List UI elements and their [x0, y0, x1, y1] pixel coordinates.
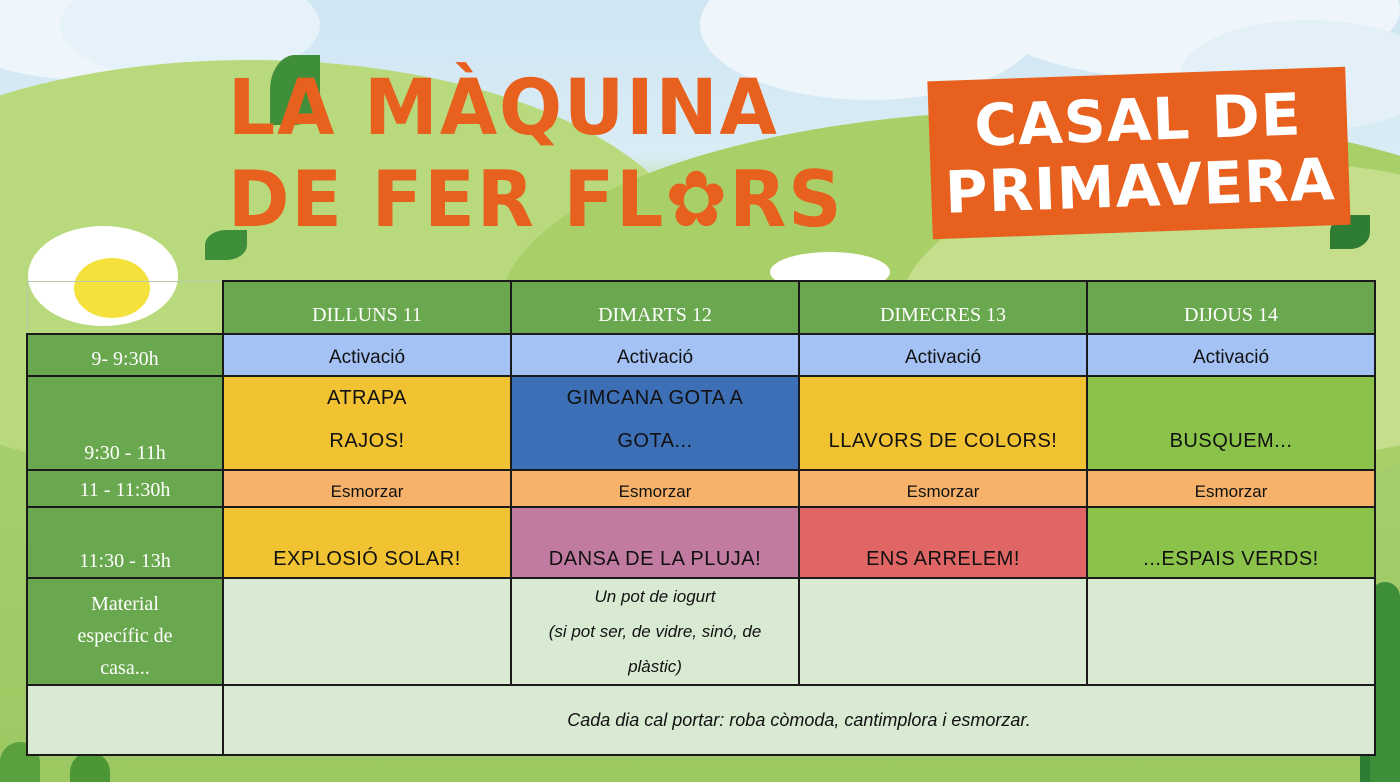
activity-line: ATRAPA	[326, 387, 408, 409]
material-label-line: específic de	[77, 625, 173, 647]
day-header: DIMARTS 12	[511, 281, 799, 334]
day-header: DIMECRES 13	[799, 281, 1087, 334]
material-line: plàstic)	[628, 657, 682, 676]
day-header: DIJOUS 14	[1087, 281, 1375, 334]
table-row	[27, 685, 1375, 755]
badge-line-1: CASAL DE	[973, 80, 1303, 160]
material-cell	[1087, 578, 1375, 685]
activity-cell: ENS ARRELEM!	[799, 507, 1087, 578]
breakfast-cell: Esmorzar	[223, 470, 511, 507]
schedule-table	[26, 280, 1376, 756]
activity-cell	[511, 376, 799, 470]
material-cell	[799, 578, 1087, 685]
table-row	[27, 578, 1375, 685]
time-cell: 9- 9:30h	[27, 334, 223, 376]
breakfast-cell: Esmorzar	[1087, 470, 1375, 507]
table-row	[27, 507, 1375, 578]
page-title	[228, 62, 844, 246]
material-line: (si pot ser, de vidre, sinó, de	[548, 622, 762, 641]
season-badge	[927, 67, 1350, 239]
breakfast-cell: Esmorzar	[799, 470, 1087, 507]
activity-cell: Activació	[1087, 334, 1375, 376]
time-cell: 11:30 - 13h	[27, 507, 223, 578]
empty-cell	[27, 685, 223, 755]
header-row	[27, 281, 1375, 334]
activity-line: RAJOS!	[329, 430, 405, 452]
material-cell	[223, 578, 511, 685]
activity-line: GIMCANA GOTA A	[566, 387, 744, 409]
badge-line-2: PRIMAVERA	[943, 145, 1337, 227]
activity-line: LLAVORS DE COLORS!	[828, 430, 1058, 452]
activity-cell: ...ESPAIS VERDS!	[1087, 507, 1375, 578]
activity-cell	[799, 376, 1087, 470]
table-row	[27, 470, 1375, 507]
material-cell	[511, 578, 799, 685]
activity-cell	[223, 376, 511, 470]
material-label-line: casa...	[100, 657, 150, 679]
material-label-cell	[27, 578, 223, 685]
table-row	[27, 334, 1375, 376]
day-header: DILLUNS 11	[223, 281, 511, 334]
activity-cell: Activació	[799, 334, 1087, 376]
activity-cell: Activació	[223, 334, 511, 376]
activity-cell: DANSA DE LA PLUJA!	[511, 507, 799, 578]
material-line: Un pot de iogurt	[594, 587, 716, 606]
activity-line: GOTA...	[617, 430, 693, 452]
activity-cell: EXPLOSIÓ SOLAR!	[223, 507, 511, 578]
activity-cell: Activació	[511, 334, 799, 376]
title-line-2: DE FER FL✿RS	[228, 154, 844, 246]
title-line-1: LA MÀQUINA	[228, 62, 779, 154]
time-cell: 11 - 11:30h	[27, 470, 223, 507]
footer-note: Cada dia cal portar: roba còmoda, cantimplora i esmorzar.	[223, 685, 1375, 755]
table-row	[27, 376, 1375, 470]
breakfast-cell: Esmorzar	[511, 470, 799, 507]
time-cell: 9:30 - 11h	[27, 376, 223, 470]
activity-cell	[1087, 376, 1375, 470]
activity-line: BUSQUEM...	[1169, 430, 1293, 452]
corner-cell	[27, 281, 223, 334]
material-label-line: Material	[91, 593, 159, 615]
